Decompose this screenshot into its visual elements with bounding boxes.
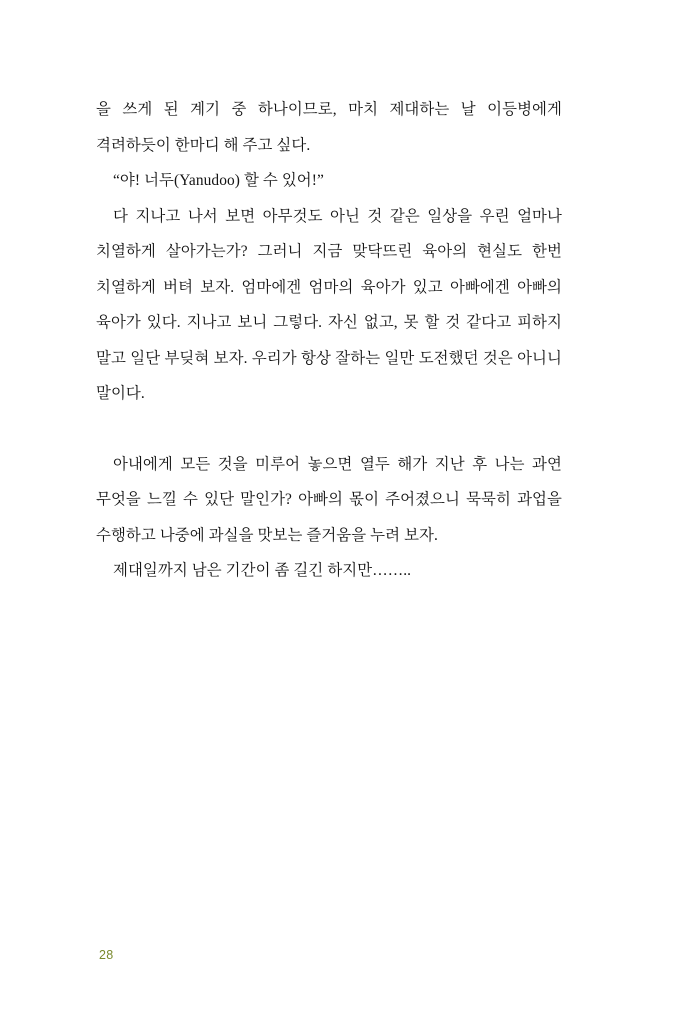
paragraph-4: 아내에게 모든 것을 미루어 놓으면 열두 해가 지난 후 나는 과연 무엇을 느낄 수 있단 말인가? 아빠의 몫이 주어졌으니 묵묵히 과업을 수행하고 나중에 과실을 맛보는 즐거움을 누려 보자. (96, 455, 562, 544)
body-text-column (96, 92, 562, 589)
paragraph-spacer (96, 412, 562, 447)
paragraph-3: 다 지나고 나서 보면 아무것도 아닌 것 같은 일상을 우린 얼마나 치열하게 살아가는가? 그러니 지금 맞닥뜨린 육아의 현실도 한번 치열하게 버텨 보자. 엄마에겐 엄마의 육아가 있고 아빠에겐 아빠의 육아가 있다. 지나고 보니 그렇다. 자신 없고, 못 할 것 같다고 피하지 말고 일단 부딪혀 보자. 우리가 항상 잘하는 일만 도전했던 것은 아니니 말이다. (96, 207, 562, 402)
paragraph-5: 제대일까지 남은 기간이 좀 길긴 하지만…….. (113, 562, 412, 579)
paragraph-quote: “야! 너두(Yanudoo) 할 수 있어!” (113, 172, 324, 189)
page-number: 28 (99, 948, 114, 962)
paragraph-1: 을 쓰게 된 계기 중 하나이므로, 마치 제대하는 날 이등병에게 격려하듯이 한마디 해 주고 싶다. (96, 101, 562, 154)
